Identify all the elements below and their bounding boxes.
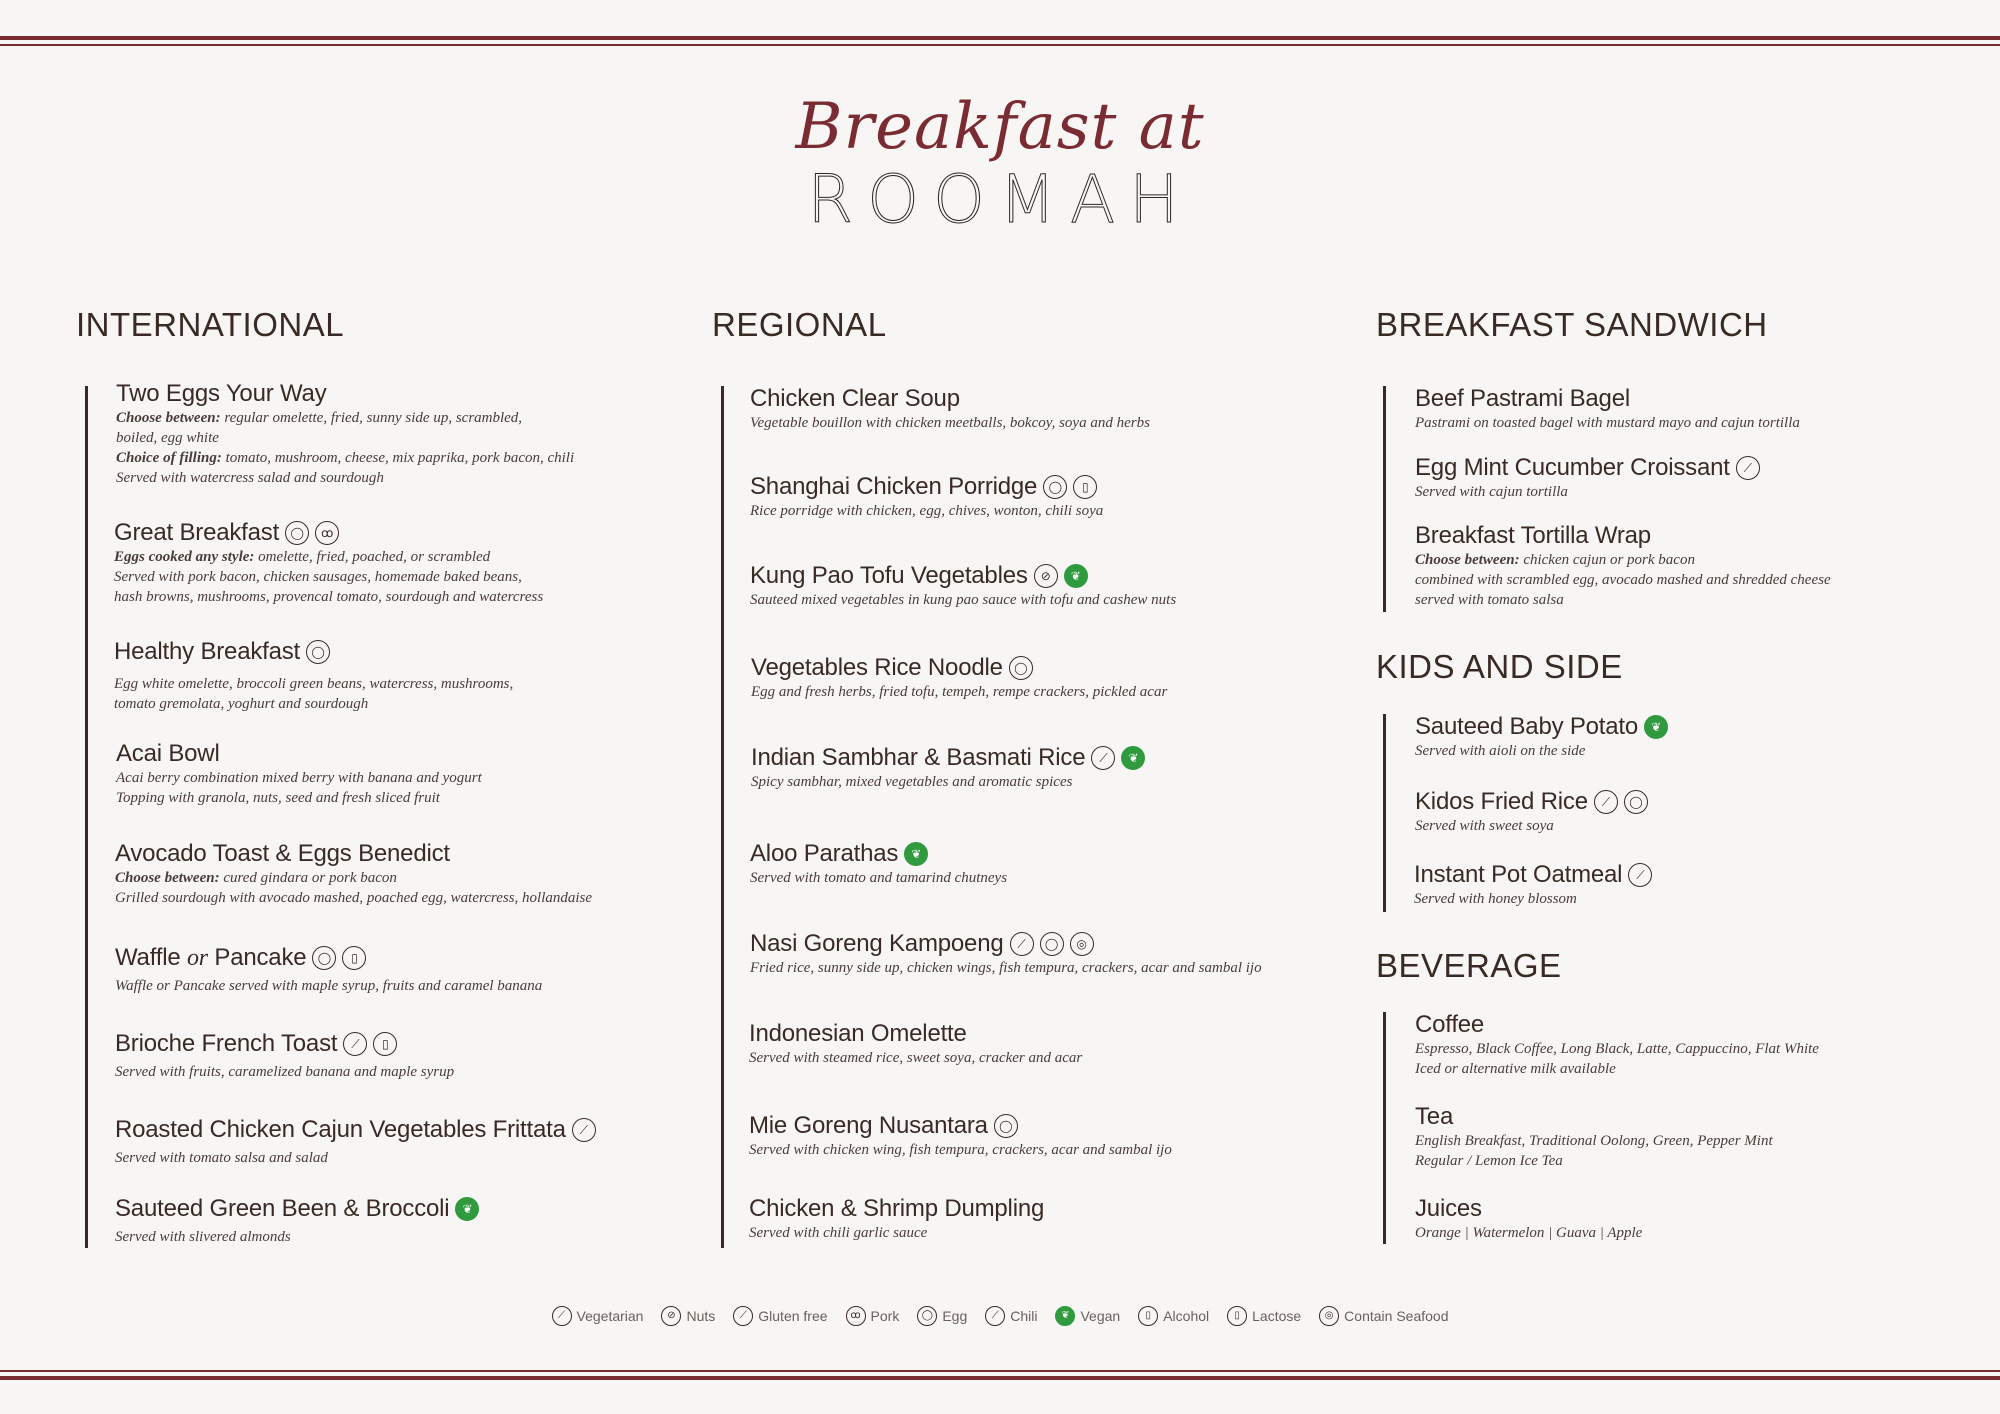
item-name: Indian Sambhar & Basmati Rice ⟋ ❦ [751,744,1311,772]
item-desc: Served with sweet soya [1415,818,1554,834]
item-desc: Served with cajun tortilla [1415,484,1568,500]
item-desc: Egg and fresh herbs, fried tofu, tempeh, rempe crackers, pickled acar [751,684,1168,700]
menu-item [1415,713,1975,761]
item-desc: combined with scrambled egg, avocado mashed and shredded cheese [1415,572,1831,588]
section-bar [85,386,88,1248]
top-rule [0,36,2000,40]
menu-item [749,1195,1309,1243]
menu-item [749,1020,1309,1068]
legend-item: ⊘ Nuts [661,1306,715,1326]
seafood-icon: ◎ [1070,932,1094,956]
item-desc: Grilled sourdough with avocado mashed, poached egg, watercress, hollandaise [115,890,593,906]
menu-item [1415,454,1975,502]
item-name: Indonesian Omelette [749,1020,967,1047]
egg-icon: ◯ [306,640,330,664]
legend-item: ▯ Alcohol [1138,1306,1209,1326]
menu-item [115,944,675,996]
gluten-free-icon: ⟋ [733,1306,753,1326]
menu-item [115,1195,675,1247]
egg-icon: ◯ [1043,475,1067,499]
item-desc: Choice of filling: tomato, mushroom, cheese, mix paprika, pork bacon, chili [116,450,575,466]
section-bar [1383,1012,1386,1244]
item-desc: Topping with granola, nuts, seed and fresh sliced fruit [116,790,440,806]
menu-item [750,562,1310,610]
menu-item [750,385,1310,433]
alcohol-icon: ▯ [1138,1306,1158,1326]
egg-icon: ◯ [285,521,309,545]
item-name: Chicken & Shrimp Dumpling [749,1195,1045,1222]
pork-icon: ꝏ [846,1306,866,1326]
item-desc: hash browns, mushrooms, provencal tomato, sourdough and watercress [114,589,544,605]
vegan-icon: ❦ [1055,1306,1075,1326]
menu-item [114,519,674,607]
chili-icon: ⟋ [1010,932,1034,956]
menu-item [1415,1195,1975,1243]
section-title-international: INTERNATIONAL [76,306,345,343]
item-name: Brioche French Toast ⟋ ▯ [115,1030,675,1058]
menu-item [1415,1011,1975,1079]
menu-item [1415,522,1975,610]
item-desc: Served with watercress salad and sourdough [116,470,384,486]
item-desc: boiled, egg white [116,430,219,446]
item-name: Beef Pastrami Bagel [1415,385,1630,412]
legend-item: ⟋ Chili [985,1306,1037,1326]
logo-word: ROOMAH [807,161,1193,238]
item-name: Kung Pao Tofu Vegetables ⊘ ❦ [750,562,1310,590]
item-desc: Served with chili garlic sauce [749,1225,928,1241]
legend [0,1306,2000,1326]
lactose-icon: ▯ [373,1032,397,1056]
lactose-icon: ▯ [342,946,366,970]
item-desc: Served with tomato and tamarind chutneys [750,870,1008,886]
menu-item [750,930,1310,978]
item-desc: Served with fruits, caramelized banana and maple syrup [115,1064,455,1080]
section-bar [1383,386,1386,612]
item-desc: English Breakfast, Traditional Oolong, Green, Pepper Mint [1415,1133,1773,1149]
item-name: Two Eggs Your Way [116,380,327,407]
item-desc: Egg white omelette, broccoli green beans, watercress, mushrooms, [114,676,514,692]
egg-icon: ◯ [917,1306,937,1326]
chili-icon: ⟋ [985,1306,1005,1326]
menu-item [751,654,1311,702]
vegetarian-icon: ⟋ [1594,790,1618,814]
section-bar [1383,714,1386,912]
menu-item [116,740,676,808]
section-title-beverage: BEVERAGE [1376,947,1562,984]
item-desc: Waffle or Pancake served with maple syrup, fruits and caramel banana [115,978,543,994]
vegetarian-icon: ⟋ [1628,863,1652,887]
item-name: Shanghai Chicken Porridge ◯ ▯ [750,473,1310,501]
item-desc: Regular / Lemon Ice Tea [1415,1153,1563,1169]
vegan-icon: ❦ [455,1197,479,1221]
legend-item: ⟋ Vegetarian [552,1306,644,1326]
item-name: Nasi Goreng Kampoeng ⟋ ◯ ◎ [750,930,1310,958]
lactose-icon: ▯ [1073,475,1097,499]
item-desc: Rice porridge with chicken, egg, chives, wonton, chili soya [750,503,1104,519]
item-name: Chicken Clear Soup [750,385,960,412]
pork-icon: ꝏ [315,521,339,545]
top-rule [0,44,2000,46]
section-title-regional: REGIONAL [712,306,887,343]
item-name: Tea [1415,1103,1454,1130]
item-desc: Served with chicken wing, fish tempura, crackers, acar and sambal ijo [749,1142,1172,1158]
egg-icon: ◯ [312,946,336,970]
item-desc: Served with pork bacon, chicken sausages, homemade baked beans, [114,569,522,585]
menu-item [749,1112,1309,1160]
menu-item [115,1116,675,1168]
seafood-icon: ◎ [1319,1306,1339,1326]
vegetarian-icon: ⟋ [552,1306,572,1326]
item-name: Aloo Parathas ❦ [750,840,1310,868]
item-desc: Spicy sambhar, mixed vegetables and aromatic spices [751,774,1073,790]
section-title-sandwich: BREAKFAST SANDWICH [1376,306,1768,343]
menu-item [116,380,676,488]
item-desc: Sauteed mixed vegetables in kung pao sauce with tofu and cashew nuts [750,592,1177,608]
chili-icon: ⟋ [1091,746,1115,770]
legend-item: ◯ Egg [917,1306,967,1326]
nuts-icon: ⊘ [1034,564,1058,588]
item-name: Acai Bowl [116,740,220,767]
item-desc: Served with aioli on the side [1415,743,1586,759]
item-name: Roasted Chicken Cajun Vegetables Frittata ⟋ [115,1116,675,1144]
item-desc: Iced or alternative milk available [1415,1061,1616,1077]
legend-item: ▯ Lactose [1227,1306,1301,1326]
section-title-kids: KIDS AND SIDE [1376,648,1623,685]
item-desc: Choose between: cured gindara or pork bacon [115,870,397,886]
section-bar [721,386,724,1248]
item-name: Sauteed Green Been & Broccoli ❦ [115,1195,675,1223]
legend-item: ⟋ Gluten free [733,1306,827,1326]
menu-item [115,1030,675,1082]
item-name: Breakfast Tortilla Wrap [1415,522,1651,549]
item-name: Kidos Fried Rice ⟋ ◯ [1415,788,1975,816]
item-desc: Served with tomato salsa and salad [115,1150,328,1166]
vegetarian-icon: ⟋ [1736,456,1760,480]
egg-icon: ◯ [1624,790,1648,814]
vegan-icon: ❦ [1064,564,1088,588]
menu-item [1414,861,1974,909]
item-desc: Espresso, Black Coffee, Long Black, Latte, Cappuccino, Flat White [1415,1041,1819,1057]
vegetarian-icon: ⟋ [343,1032,367,1056]
item-desc: Pastrami on toasted bagel with mustard mayo and cajun tortilla [1415,415,1800,431]
item-desc: tomato gremolata, yoghurt and sourdough [114,696,369,712]
legend-item: ◎ Contain Seafood [1319,1306,1448,1326]
menu-item [750,473,1310,521]
gluten-free-icon: ⟋ [572,1118,596,1142]
lactose-icon: ▯ [1227,1306,1247,1326]
menu-item [1415,385,1975,433]
item-name: Vegetables Rice Noodle ◯ [751,654,1311,682]
item-desc: Choose between: regular omelette, fried, sunny side up, scrambled, [116,410,523,426]
menu-item [115,840,675,908]
item-name: Coffee [1415,1011,1485,1038]
item-desc: served with tomato salsa [1415,592,1564,608]
item-name: Waffle or Pancake ◯ ▯ [115,944,675,972]
logo-script: Breakfast at [795,90,1205,164]
item-name: Sauteed Baby Potato ❦ [1415,713,1975,741]
item-name: Great Breakfast ◯ ꝏ [114,519,674,547]
item-desc: Orange | Watermelon | Guava | Apple [1415,1225,1643,1241]
vegan-icon: ❦ [1121,746,1145,770]
item-name: Egg Mint Cucumber Croissant ⟋ [1415,454,1975,482]
egg-icon: ◯ [994,1114,1018,1138]
item-desc: Choose between: chicken cajun or pork bacon [1415,552,1695,568]
item-name: Healthy Breakfast ◯ [114,638,674,666]
legend-item: ꝏ Pork [846,1306,900,1326]
menu-item [750,840,1310,888]
item-desc: Served with honey blossom [1414,891,1577,907]
bottom-rule [0,1370,2000,1372]
menu-item [1415,1103,1975,1171]
vegan-icon: ❦ [904,842,928,866]
menu-item [1415,788,1975,836]
item-desc: Vegetable bouillon with chicken meetballs, bokcoy, soya and herbs [750,415,1150,431]
item-name: Avocado Toast & Eggs Benedict [115,840,450,867]
legend-item: ❦ Vegan [1055,1306,1120,1326]
vegan-icon: ❦ [1644,715,1668,739]
nuts-icon: ⊘ [661,1306,681,1326]
item-desc: Fried rice, sunny side up, chicken wings, fish tempura, crackers, acar and sambal ijo [750,960,1262,976]
logo [0,90,2000,238]
egg-icon: ◯ [1009,656,1033,680]
menu-item [751,744,1311,792]
item-name: Instant Pot Oatmeal ⟋ [1414,861,1974,889]
item-desc: Served with slivered almonds [115,1229,291,1245]
item-name: Juices [1415,1195,1482,1222]
item-desc: Acai berry combination mixed berry with banana and yogurt [116,770,482,786]
item-desc: Served with steamed rice, sweet soya, cracker and acar [749,1050,1083,1066]
egg-icon: ◯ [1040,932,1064,956]
item-name: Mie Goreng Nusantara ◯ [749,1112,1309,1140]
bottom-rule [0,1376,2000,1380]
item-desc: Eggs cooked any style: omelette, fried, poached, or scrambled [114,549,491,565]
menu-item [114,638,674,714]
